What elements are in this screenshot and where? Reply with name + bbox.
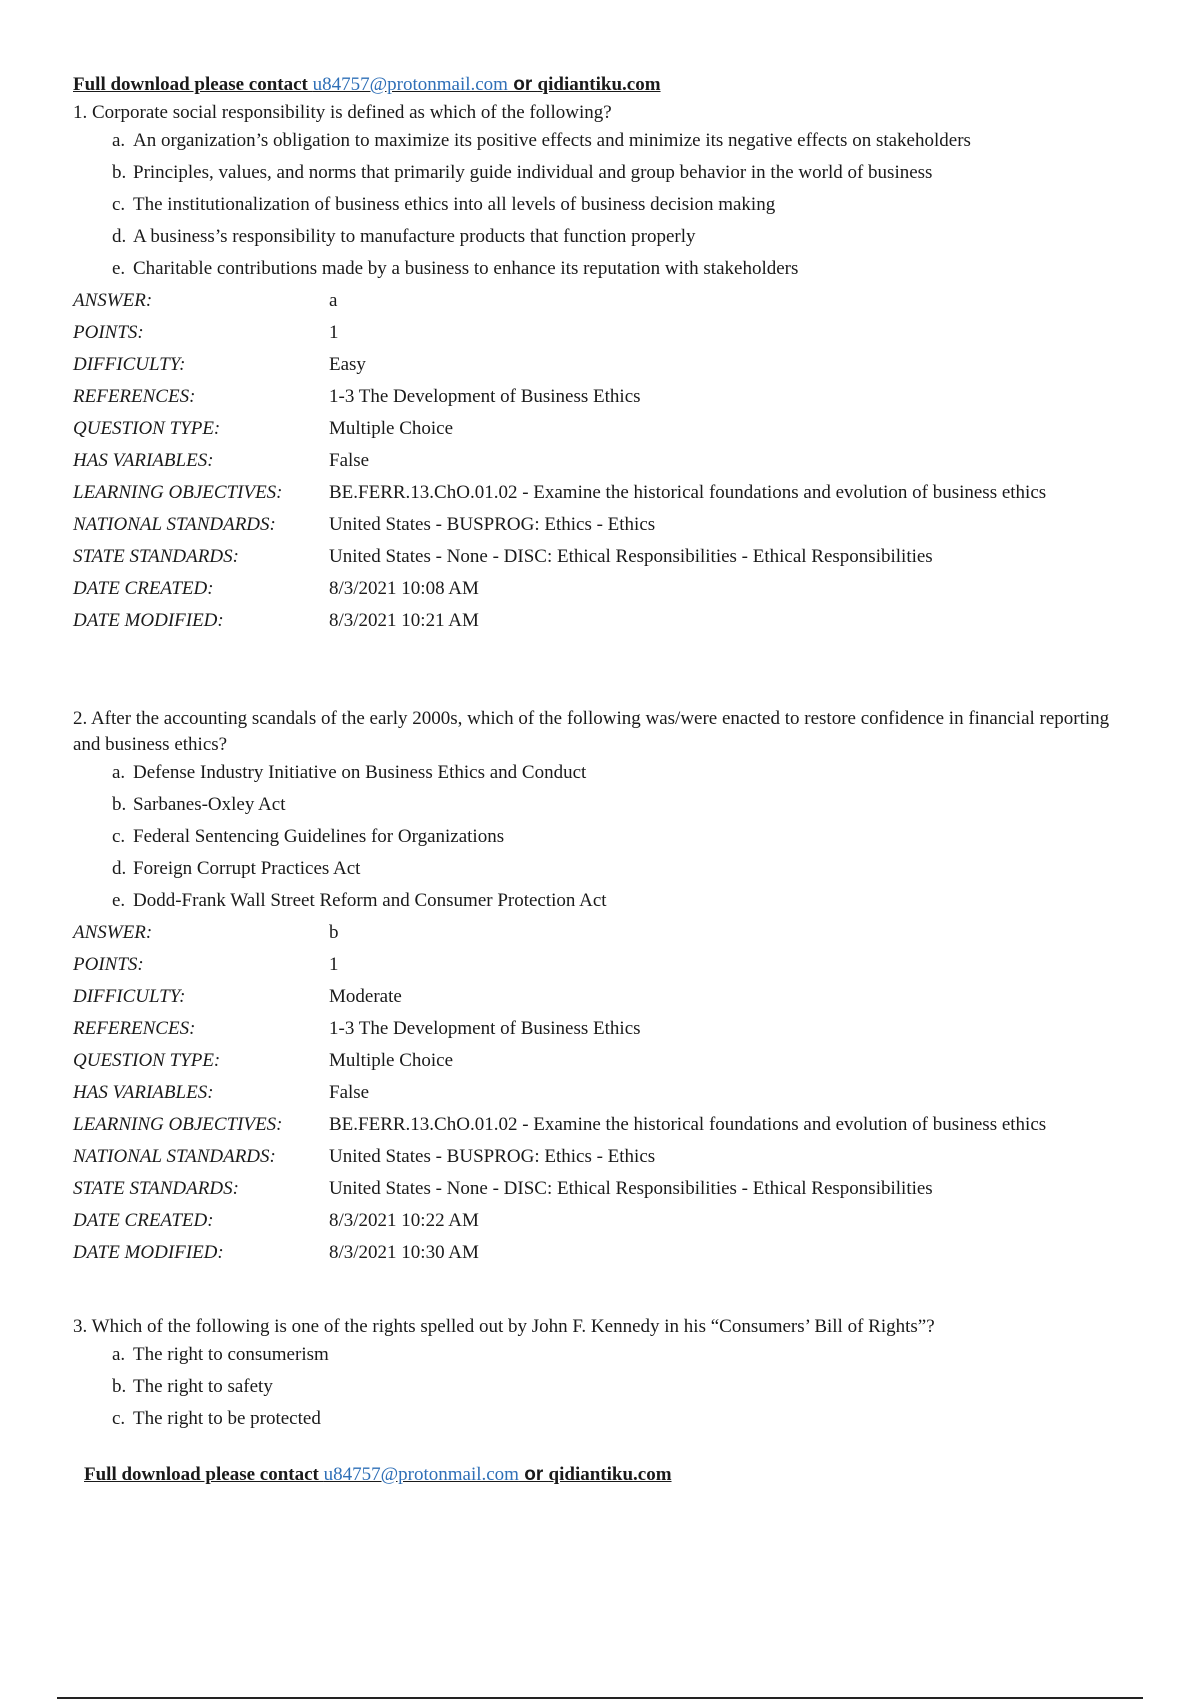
- meta-row-state-standards: [73, 544, 1119, 576]
- meta-label: ANSWER:: [73, 922, 153, 943]
- choice-item: [112, 160, 1072, 186]
- choice-letter: b.: [112, 794, 127, 815]
- choice-letter: b.: [112, 1376, 127, 1397]
- meta-value: Multiple Choice: [329, 418, 454, 439]
- meta-value: False: [329, 450, 370, 471]
- choice-item: [112, 256, 1072, 282]
- choice-letter: c.: [112, 194, 126, 215]
- meta-label: DIFFICULTY:: [73, 354, 186, 375]
- choice-item: [112, 128, 1072, 154]
- meta-row-points: [73, 952, 1119, 984]
- contact-or: or: [507, 74, 538, 95]
- meta-row-question-type: [73, 416, 1119, 448]
- meta-value: 1: [329, 954, 339, 975]
- meta-row-learning-objectives: [73, 480, 1119, 512]
- meta-row-learning-objectives: [73, 1112, 1119, 1144]
- meta-value: 8/3/2021 10:22 AM: [329, 1210, 479, 1231]
- meta-label: LEARNING OBJECTIVES:: [73, 1114, 283, 1135]
- choice-letter: b.: [112, 162, 127, 183]
- meta-row-has-variables: [73, 1080, 1119, 1112]
- question-metadata: [73, 288, 1119, 640]
- meta-value: United States - BUSPROG: Ethics - Ethics: [329, 1146, 656, 1167]
- meta-row-answer: [73, 288, 1119, 320]
- choice-text: The right to consumerism: [133, 1344, 329, 1365]
- choice-text: Sarbanes-Oxley Act: [133, 794, 286, 815]
- contact-prefix: Full download please contact: [73, 74, 313, 95]
- meta-value: United States - BUSPROG: Ethics - Ethics: [329, 514, 656, 535]
- contact-email-link[interactable]: u84757@protonmail.com: [323, 1464, 519, 1485]
- choice-item: [112, 888, 1072, 914]
- meta-label: QUESTION TYPE:: [73, 1050, 221, 1071]
- question-metadata: [73, 920, 1119, 1272]
- choice-item: [112, 1342, 1072, 1368]
- meta-row-date-modified: [73, 608, 1119, 640]
- meta-value: United States - None - DISC: Ethical Responsibilities - Ethical Responsibilities: [329, 546, 933, 567]
- meta-label: LEARNING OBJECTIVES:: [73, 482, 283, 503]
- meta-label: DIFFICULTY:: [73, 986, 186, 1007]
- choice-text: Charitable contributions made by a business to enhance its reputation with stakeholders: [133, 258, 799, 279]
- meta-row-question-type: [73, 1048, 1119, 1080]
- meta-value: 8/3/2021 10:08 AM: [329, 578, 479, 599]
- choice-text: The right to safety: [133, 1376, 273, 1397]
- choice-text: Dodd-Frank Wall Street Reform and Consumer Protection Act: [133, 890, 607, 911]
- choice-item: [112, 824, 1072, 850]
- meta-label: NATIONAL STANDARDS:: [73, 514, 276, 535]
- meta-label: STATE STANDARDS:: [73, 1178, 239, 1199]
- choice-item: [112, 224, 1072, 250]
- meta-value: BE.FERR.13.ChO.01.02 - Examine the historical foundations and evolution of business ethics: [329, 482, 1047, 503]
- meta-label: DATE CREATED:: [73, 1210, 214, 1231]
- meta-label: DATE MODIFIED:: [73, 610, 224, 631]
- question-stem: 3. Which of the following is one of the rights spelled out by John F. Kennedy in his “Consumers’ Bill of Rights”?: [73, 1316, 935, 1337]
- meta-label: NATIONAL STANDARDS:: [73, 1146, 276, 1167]
- meta-value: 1-3 The Development of Business Ethics: [329, 386, 641, 407]
- choice-text: Principles, values, and norms that primarily guide individual and group behavior in the world of business: [133, 162, 933, 183]
- meta-value: Easy: [329, 354, 366, 375]
- contact-banner-bottom: [84, 1464, 672, 1486]
- meta-label: QUESTION TYPE:: [73, 418, 221, 439]
- question-3: [73, 1314, 1133, 1438]
- meta-value: BE.FERR.13.ChO.01.02 - Examine the historical foundations and evolution of business ethics: [329, 1114, 1047, 1135]
- meta-value: 1: [329, 322, 339, 343]
- choice-text: Defense Industry Initiative on Business Ethics and Conduct: [133, 762, 587, 783]
- choice-list: [73, 1342, 1133, 1432]
- meta-label: HAS VARIABLES:: [73, 1082, 214, 1103]
- meta-label: POINTS:: [73, 954, 144, 975]
- choice-item: [112, 760, 1072, 786]
- meta-row-date-created: [73, 576, 1119, 608]
- meta-row-national-standards: [73, 1144, 1119, 1176]
- choice-letter: c.: [112, 826, 126, 847]
- meta-row-difficulty: [73, 984, 1119, 1016]
- choice-text: Federal Sentencing Guidelines for Organizations: [133, 826, 505, 847]
- choice-item: [112, 1406, 1072, 1432]
- choice-list: [73, 760, 1133, 914]
- meta-label: DATE CREATED:: [73, 578, 214, 599]
- contact-prefix: Full download please contact: [84, 1464, 324, 1485]
- meta-row-points: [73, 320, 1119, 352]
- choice-item: [112, 792, 1072, 818]
- meta-label: ANSWER:: [73, 290, 153, 311]
- choice-item: [112, 192, 1072, 218]
- meta-row-references: [73, 1016, 1119, 1048]
- choice-letter: e.: [112, 258, 126, 279]
- page-bottom-rule: [57, 1697, 1143, 1699]
- choice-letter: c.: [112, 1408, 126, 1429]
- choice-text: An organization’s obligation to maximize its positive effects and minimize its negative effects on stakeholders: [133, 130, 971, 151]
- choice-letter: a.: [112, 1344, 126, 1365]
- meta-value: 8/3/2021 10:21 AM: [329, 610, 479, 631]
- meta-label: HAS VARIABLES:: [73, 450, 214, 471]
- meta-value: False: [329, 1082, 370, 1103]
- meta-value: United States - None - DISC: Ethical Responsibilities - Ethical Responsibilities: [329, 1178, 933, 1199]
- choice-letter: d.: [112, 226, 127, 247]
- choice-letter: a.: [112, 762, 126, 783]
- meta-label: REFERENCES:: [73, 1018, 196, 1039]
- meta-row-difficulty: [73, 352, 1119, 384]
- meta-row-date-modified: [73, 1240, 1119, 1272]
- meta-value: 8/3/2021 10:30 AM: [329, 1242, 479, 1263]
- meta-value: a: [329, 290, 338, 311]
- meta-row-state-standards: [73, 1176, 1119, 1208]
- meta-value: Moderate: [329, 986, 402, 1007]
- contact-banner-top: [73, 74, 661, 96]
- meta-row-national-standards: [73, 512, 1119, 544]
- meta-label: REFERENCES:: [73, 386, 196, 407]
- meta-value: b: [329, 922, 339, 943]
- question-1: [73, 100, 1133, 640]
- contact-email-link[interactable]: u84757@protonmail.com: [312, 74, 508, 95]
- choice-letter: e.: [112, 890, 126, 911]
- choice-text: A business’s responsibility to manufacture products that function properly: [133, 226, 696, 247]
- meta-label: DATE MODIFIED:: [73, 1242, 224, 1263]
- meta-row-answer: [73, 920, 1119, 952]
- choice-letter: d.: [112, 858, 127, 879]
- meta-row-references: [73, 384, 1119, 416]
- choice-text: The right to be protected: [133, 1408, 321, 1429]
- choice-text: The institutionalization of business ethics into all levels of business decision making: [133, 194, 776, 215]
- meta-label: POINTS:: [73, 322, 144, 343]
- question-stem: 2. After the accounting scandals of the early 2000s, which of the following was/were enacted to restore confidence in financial reporting and business ethics?: [73, 708, 1110, 755]
- choice-item: [112, 1374, 1072, 1400]
- contact-or: or: [518, 1464, 549, 1485]
- meta-row-has-variables: [73, 448, 1119, 480]
- contact-site-link[interactable]: qidiantiku.com: [537, 74, 661, 95]
- choice-item: [112, 856, 1072, 882]
- choice-list: [73, 128, 1133, 282]
- choice-text: Foreign Corrupt Practices Act: [133, 858, 361, 879]
- meta-row-date-created: [73, 1208, 1119, 1240]
- meta-value: 1-3 The Development of Business Ethics: [329, 1018, 641, 1039]
- question-stem: 1. Corporate social responsibility is defined as which of the following?: [73, 102, 612, 123]
- meta-value: Multiple Choice: [329, 1050, 454, 1071]
- meta-label: STATE STANDARDS:: [73, 546, 239, 567]
- contact-site-link[interactable]: qidiantiku.com: [548, 1464, 672, 1485]
- choice-letter: a.: [112, 130, 126, 151]
- question-2: [73, 706, 1133, 1272]
